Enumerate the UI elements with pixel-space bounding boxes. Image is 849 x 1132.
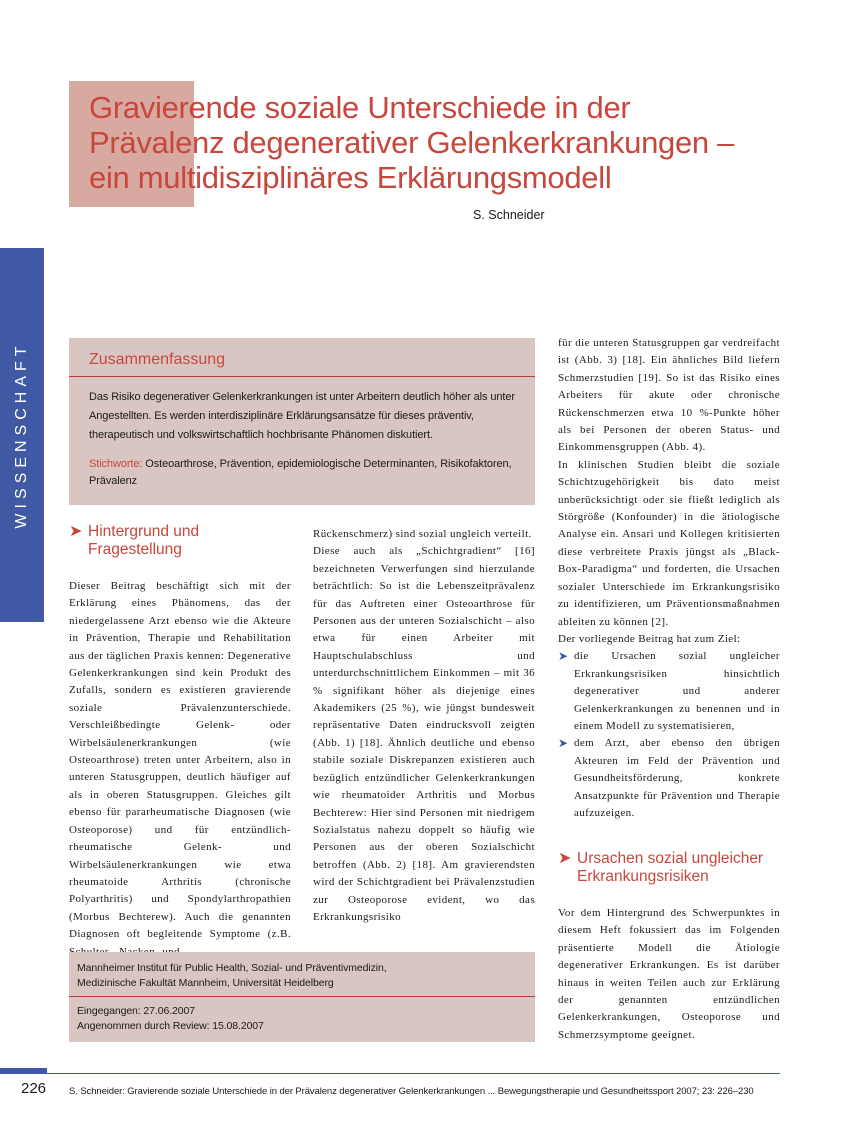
abstract-heading: Zusammenfassung [89,351,226,368]
body-column-3 [558,335,780,822]
affiliation-box [69,952,535,1042]
section-heading-line: Ursachen sozial ungleicher [577,850,764,867]
section-heading-line: Hintergrund und [88,523,200,540]
body-column-3-continued [558,905,780,1044]
list-item-text: die Ursachen sozial ungleicher Erkrankungsrisiken hinsichtlich degenerativer und anderer Gelenkerkrankungen zu benennen und in einem Modell zu systematisieren, [574,650,780,732]
paragraph: für die unteren Statusgruppen gar verdreifacht ist (Abb. 3) [18]. Ein ähnliches Bild liefern Schmerzstudien [19]. So ist das Risiko eines Arbeiters für akute oder chronische Rückenschmerzen etwa 10 %-Punkte höher als bei Personen der oberen Status- und Einkommensgruppen (Abb. 4). [558,337,780,454]
title-line: ein multidisziplinäres Erklärungsmodell [89,160,612,195]
paragraph: In klinischen Studien bleibt die soziale Schichtzugehörigkeit bis dato meist unberücksichtigt oder sie fließt lediglich als Störgröße (Konfounder) in die ätiologische Analyse ein. Ansari und Kollegen kritisierten diese verbreitete Praxis jüngst als „Black-Box-Paradigma“ und forderten, die Ursachen sozialer Unterschiede im Erkrankungsrisiko zu identifizieren, um Präventionsmaßnahmen ableiten zu können [2]. [558,458,780,628]
arrowhead-icon: ➤ [558,850,572,867]
section-heading-line: Fragestellung [88,541,182,558]
section-heading-line: Erkrankungsrisiken [577,868,709,885]
affiliation-divider [69,996,535,997]
accepted-date: Angenommen durch Review: 15.08.2007 [77,1020,264,1032]
title-line: Gravierende soziale Unterschiede in der [89,90,631,125]
body-column-1 [69,578,291,961]
list-item-text: dem Arzt, aber ebenso den übrigen Akteuren im Feld der Prävention und Gesundheitsförderung, konkrete Ansatzpunkte für Prävention und Therapie aufzuzeigen. [574,737,780,819]
arrowhead-icon: ➤ [558,649,569,664]
paragraph: Vor dem Hintergrund des Schwerpunktes in diesem Heft fokussiert das im Folgenden präsentierte Modell die Ätiologie degenerativer Erkrankungen. Es ist darüber hinaus in weiten Teilen auch zur Erklärung der genannten entzündlichen Gelenkerkrankungen, Osteoporose und Schmerzsymptome geeignet. [558,907,780,1041]
section-side-tab-label: WISSENSCHAFT [13,341,30,529]
page-number: 226 [21,1080,47,1097]
footer-marker [0,1068,47,1074]
list-item [558,735,780,822]
section-heading-background [69,523,289,559]
abstract-box [69,338,535,505]
received-date: Eingegangen: 27.06.2007 [77,1005,195,1017]
section-heading-causes [558,850,788,886]
body-column-2 [313,526,535,926]
paragraph: Dieser Beitrag beschäftigt sich mit der Erklärung eines Phänomens, das der niedergelassene Arzt ebenso wie die Akteure in Prävention, Therapie und Rehabilitation aus der täglichen Praxis kennen: Degenerative Gelenkerkrankungen sind kein Produkt des Zufalls, sondern es existieren gravierende soziale Prävalenzunterschiede. Verschleißbedingte Gelenk- oder Wirbelsäulenerkrankungen (wie Osteoarthrose) treten unter Arbeitern, also in unteren Statusgruppen, deutlich häufiger auf als in oberen Statusgruppen. Gleiches gilt ebenso für pararheumatische Diagnosen (wie Osteoporose) und für entzündlich-rheumatische Gelenk- und Wirbelsäulenerkrankungen wie etwa rheumatoide Arthritis (chronische Polyarthritis) und Spondylarthropathien (Morbus Bechterew). Auch die genannten Diagnosen oft begleitende Symptome (z.B. [69,580,291,941]
paragraph: Der vorliegende Beitrag hat zum Ziel: [558,632,741,645]
article-title [89,90,809,195]
aims-list [558,648,780,822]
title-line: Prävalenz degenerativer Gelenkerkrankungen – [89,125,735,160]
submission-dates [77,1004,527,1034]
abstract-divider [69,376,535,377]
list-item [558,648,780,735]
arrowhead-icon: ➤ [558,736,569,751]
paragraph: Rückenschmerz) sind sozial ungleich verteilt. [313,528,532,540]
paragraph: Diese auch als „Schichtgradient“ [16] bezeichneten Verwerfungen sind hierzulande beträchtlich: So ist die Lebenszeitprävalenz für das Auftreten einer Osteoarthrose für Personen aus der unteren Sozialschicht – also etwa für einen Arbeiter mit Hauptschulabschluss und unterdurchschnittlichem Einkommen – mit 36 % signifikant höher als diejenige eines Akademikers (25 %), wie jüngst bundesweit repräsentative Daten eindrucksvoll zeigten (Abb. 1) [18]. Ähnlich deutliche und ebenso stabile soziale Diskrepanzen existieren auch bezüglich entzündlicher Gelenkerkrankungen wie rheumatoider Arthritis und Morbus Bechterew: Hier sind Personen mit niedrigem Sozialstatus nahezu doppelt so häufig wie Personen aus der oberen Sozialschicht betroffen (Abb. 2) [18]. Am gravierendsten wird der Schichtgradient bei Prävalenzstudien zur Osteoporose evident, wo das Erkrankungsrisiko [313,545,535,923]
affiliation-line: Medizinische Fakultät Mannheim, Universität Heidelberg [77,977,334,989]
footer-rule [47,1073,780,1074]
keywords [89,456,519,490]
abstract-text: Das Risiko degenerativer Gelenkerkrankungen ist unter Arbeitern deutlich höher als unter Angestellten. Es werden interdisziplinäre Erklärungsansätze für dieses präventiv, therapeutisch und volkswirtschaftlich hochbrisante Phänomen diskutiert. [89,391,515,441]
affiliation [77,961,527,991]
keywords-label: Stichworte: [89,458,143,470]
running-footer: S. Schneider: Gravierende soziale Unterschiede in der Prävalenz degenerativer Gelenkerkrankungen ... Bewegungstherapie und Gesundheitssport 2007; 23: 226–230 [69,1086,754,1097]
keywords-list: Osteoarthrose, Prävention, epidemiologische Determinanten, Risikofaktoren, Prävalenz [89,458,512,487]
arrowhead-icon: ➤ [69,523,83,540]
affiliation-line: Mannheimer Institut für Public Health, Sozial- und Präventivmedizin, [77,962,387,974]
author: S. Schneider [473,208,545,222]
